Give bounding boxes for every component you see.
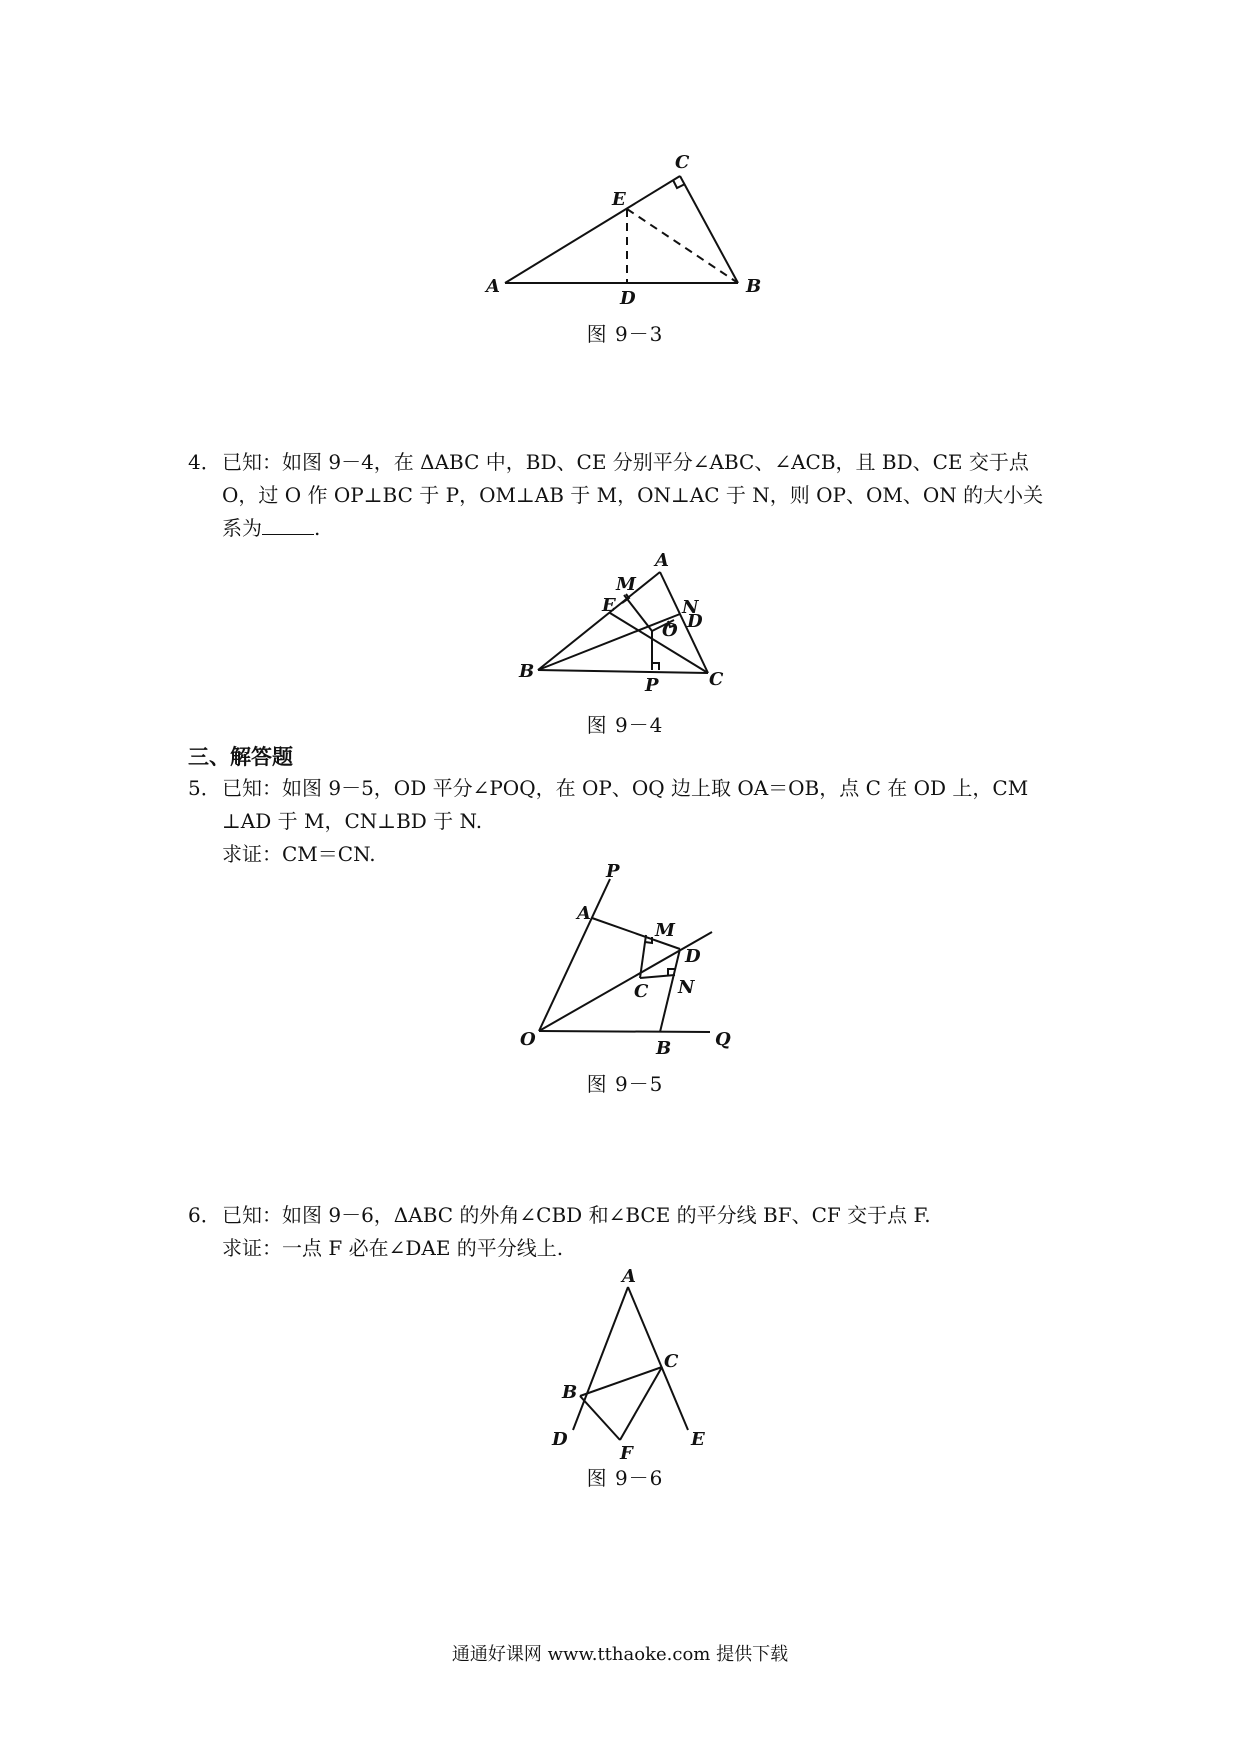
fig5-label-d: D: [685, 946, 701, 967]
fig4-label-c: C: [709, 669, 724, 690]
fig4-label-d: D: [687, 611, 703, 632]
figure-9-5: [510, 861, 750, 1065]
fig5-label-m: M: [655, 920, 675, 941]
figure-9-5-caption: 图 9－5: [586, 1072, 664, 1096]
problem-4-line-3-text: 系为: [222, 516, 262, 540]
fig4-label-a: A: [655, 550, 669, 571]
problem-4-line-3: [222, 512, 1068, 545]
problem-6: [188, 1199, 1068, 1265]
fig5-label-c: C: [634, 981, 649, 1002]
figure-9-4: [510, 550, 740, 700]
problem-4-line-1: 已知：如图 9－4，在 ΔABC 中，BD、CE 分别平分∠ABC、∠ACB，且 BD、CE 交于点: [222, 450, 1029, 474]
fig6-label-c: C: [664, 1351, 679, 1372]
problem-5-number: 5．: [188, 776, 221, 800]
problem-5-line-3: 求证：CM＝CN.: [222, 842, 376, 866]
fig3-label-c: C: [675, 152, 690, 173]
problem-4-line-2: O，过 O 作 OP⊥BC 于 P，OM⊥AB 于 M，ON⊥AC 于 N，则 OP、OM、ON 的大小关: [222, 483, 1044, 507]
figure-9-3-caption: 图 9－3: [586, 322, 664, 346]
problem-6-line-1: 已知：如图 9－6，ΔABC 的外角∠CBD 和∠BCE 的平分线 BF、CF 交于点 F.: [222, 1203, 931, 1227]
figure-9-4-caption: 图 9－4: [586, 713, 664, 737]
fig4-label-n: N: [682, 597, 699, 618]
fig5-label-n: N: [678, 977, 695, 998]
footer: 通通好课网 www.tthaoke.com 提供下载: [451, 1644, 789, 1665]
fig5-label-a: A: [577, 903, 591, 924]
fig4-label-b: B: [519, 661, 535, 682]
fig4-label-p: P: [645, 675, 659, 696]
fig6-label-d: D: [552, 1429, 568, 1450]
answer-blank[interactable]: [262, 514, 314, 535]
problem-4-number: 4．: [188, 450, 221, 474]
fig4-label-m: M: [616, 574, 636, 595]
fig6-label-a: A: [622, 1266, 636, 1287]
section-heading: 三、解答题: [188, 745, 293, 769]
fig6-label-b: B: [562, 1382, 578, 1403]
problem-4: [188, 446, 1068, 545]
fig3-label-e: E: [612, 189, 626, 210]
problem-6-number: 6．: [188, 1203, 221, 1227]
fig5-label-o: O: [520, 1029, 536, 1050]
fig5-label-p: P: [606, 861, 620, 882]
fig3-label-d: D: [620, 288, 636, 309]
figure-9-3: [470, 150, 770, 310]
figure-9-6-caption: 图 9－6: [586, 1466, 664, 1490]
problem-6-line-2: 求证：一点 F 必在∠DAE 的平分线上.: [222, 1236, 564, 1260]
fig4-label-o: O: [662, 620, 678, 641]
fig5-label-b: B: [656, 1038, 672, 1059]
figure-9-6: [540, 1265, 720, 1465]
fig6-label-f: F: [620, 1443, 633, 1464]
fig4-label-e: E: [602, 595, 616, 616]
problem-4-line-3-end: .: [314, 516, 321, 540]
problem-5: [188, 772, 1068, 871]
fig3-label-a: A: [486, 276, 500, 297]
problem-5-line-2: ⊥AD 于 M，CN⊥BD 于 N.: [222, 809, 483, 833]
fig6-label-e: E: [691, 1429, 705, 1450]
fig3-label-b: B: [746, 276, 762, 297]
problem-5-line-1: 已知：如图 9－5，OD 平分∠POQ，在 OP、OQ 边上取 OA＝OB，点 C 在 OD 上，CM: [222, 776, 1029, 800]
fig5-label-q: Q: [715, 1029, 731, 1050]
